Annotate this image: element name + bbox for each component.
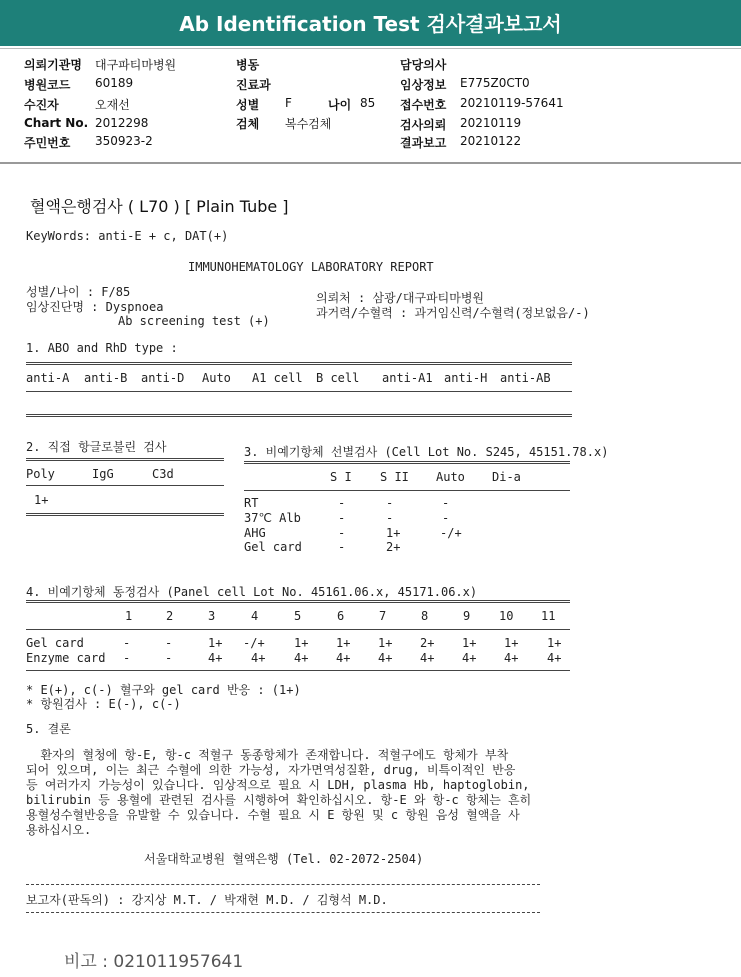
s4-col: 3 bbox=[208, 609, 216, 623]
s4-gel-cell: - bbox=[123, 636, 131, 650]
s4-gel-cell: 1+ bbox=[547, 636, 562, 650]
s3-col: Di-a bbox=[492, 470, 521, 484]
s4-enzyme-label: Enzyme card bbox=[26, 651, 106, 665]
s3-row-label: 37℃ Alb bbox=[244, 511, 301, 525]
sex-label: 성별 bbox=[236, 98, 260, 112]
s4-enzyme-cell: 4+ bbox=[547, 651, 562, 665]
s4-enzyme-cell: 4+ bbox=[504, 651, 519, 665]
doctor-label: 담당의사 bbox=[400, 58, 447, 72]
test-request-value: 20210119 bbox=[460, 116, 522, 130]
s3-cell: - bbox=[338, 526, 346, 540]
s4-enzyme-cell: 4+ bbox=[294, 651, 309, 665]
referral-org-label: 의뢰기관명 bbox=[24, 58, 82, 72]
s3-cell: - bbox=[386, 511, 394, 525]
s4-col: 8 bbox=[421, 609, 429, 623]
s1-col: anti-B bbox=[84, 371, 128, 385]
section1-bottom-rule bbox=[26, 414, 572, 417]
s4-enzyme-cell: 4+ bbox=[378, 651, 393, 665]
s1-col: A1 cell bbox=[252, 371, 303, 385]
s4-gel-cell: -/+ bbox=[243, 636, 265, 650]
section2-mid-rule bbox=[26, 485, 224, 486]
s2-col-c3d: C3d bbox=[152, 467, 174, 481]
s4-gel-label: Gel card bbox=[26, 636, 84, 650]
receipt-no-label: 접수번호 bbox=[400, 98, 447, 112]
section4-top-rule bbox=[26, 600, 570, 603]
conclusion-line: 등 여러가지 가능성이 있습니다. 임상적으로 필요 시 LDH, plasma Hb, haptoglobin, bbox=[26, 778, 530, 792]
s1-col: anti-AB bbox=[500, 371, 551, 385]
sex-age-line: 성별/나이 : F/85 bbox=[26, 285, 131, 299]
s4-gel-cell: 1+ bbox=[208, 636, 223, 650]
s4-col: 10 bbox=[499, 609, 514, 623]
s3-cell: 1+ bbox=[386, 526, 401, 540]
section2-bottom-rule bbox=[26, 513, 224, 516]
conclusion-line: 용혈성수혈반응을 유발할 수 있습니다. 수혈 필요 시 E 항원 및 c 항원 음성 혈액을 사 bbox=[26, 808, 520, 822]
s3-cell: - bbox=[338, 511, 346, 525]
history-line: 과거력/수혈력 : 과거임신력/수혈력(정보없음/-) bbox=[316, 306, 590, 320]
receipt-no-value: 20210119-57641 bbox=[460, 96, 564, 110]
s4-enzyme-cell: 4+ bbox=[420, 651, 435, 665]
s4-gel-cell: 1+ bbox=[294, 636, 309, 650]
s4-col: 9 bbox=[463, 609, 471, 623]
specimen-label: 검체 bbox=[236, 117, 260, 131]
section4-title: 4. 비예기항체 동정검사 (Panel cell Lot No. 45161.06.x, 45171.06.x) bbox=[26, 585, 478, 599]
note-1: * E(+), c(-) 혈구와 gel card 반응 : (1+) bbox=[26, 683, 301, 697]
report-header-title: Ab Identification Test 검사결과보고서 bbox=[0, 0, 741, 46]
patient-name-label: 수진자 bbox=[24, 98, 59, 112]
s3-row-label: Gel card bbox=[244, 540, 302, 554]
s3-col: S I bbox=[330, 470, 352, 484]
s3-cell: - bbox=[338, 496, 346, 510]
lab-title: IMMUNOHEMATOLOGY LABORATORY REPORT bbox=[188, 260, 434, 274]
patient-name-value: 오재선 bbox=[95, 98, 130, 112]
sex-value: F bbox=[285, 96, 292, 110]
keywords: KeyWords: anti-E + c, DAT(+) bbox=[26, 229, 229, 243]
conclusion-line: 환자의 혈청에 항-E, 항-c 적혈구 동종항체가 존재합니다. 적혈구에도 항체가 부착 bbox=[26, 748, 509, 762]
age-label: 나이 bbox=[328, 98, 352, 112]
s4-gel-cell: - bbox=[165, 636, 173, 650]
section2-top-rule bbox=[26, 458, 224, 461]
specimen-value: 복수검체 bbox=[285, 117, 332, 131]
s4-gel-cell: 1+ bbox=[504, 636, 519, 650]
test-request-label: 검사의뢰 bbox=[400, 118, 447, 132]
s4-gel-cell: 1+ bbox=[462, 636, 477, 650]
note-2: * 항원검사 : E(-), c(-) bbox=[26, 697, 181, 711]
diagnosis-line-2: Ab screening test (+) bbox=[118, 314, 270, 328]
s4-enzyme-cell: 4+ bbox=[251, 651, 266, 665]
s2-value-poly: 1+ bbox=[34, 493, 49, 507]
remark: 비고 : 021011957641 bbox=[64, 952, 244, 972]
report-heading: 혈액은행검사 ( L70 ) [ Plain Tube ] bbox=[30, 197, 289, 216]
s4-col: 2 bbox=[166, 609, 174, 623]
conclusion-line: bilirubin 등 용혈에 관련된 검사를 시행하여 확인하십시오. 항-E 와 항-c 항체는 흔히 bbox=[26, 793, 532, 807]
section2-title: 2. 직접 항글로불린 검사 bbox=[26, 440, 167, 454]
s3-col: S II bbox=[380, 470, 409, 484]
clinical-info-value: E775Z0CT0 bbox=[460, 76, 530, 90]
s4-enzyme-cell: 4+ bbox=[208, 651, 223, 665]
s3-cell: - bbox=[442, 511, 450, 525]
section4-bottom-rule bbox=[26, 670, 570, 671]
s4-enzyme-cell: - bbox=[165, 651, 173, 665]
s1-col: anti-D bbox=[141, 371, 185, 385]
s4-gel-cell: 1+ bbox=[378, 636, 393, 650]
s1-col: B cell bbox=[316, 371, 360, 385]
s2-col-poly: Poly bbox=[26, 467, 55, 481]
s3-row-label: RT bbox=[244, 496, 259, 510]
section3-top-rule bbox=[244, 461, 570, 464]
section1-top-rule bbox=[26, 362, 572, 365]
s4-col: 5 bbox=[294, 609, 302, 623]
s4-col: 11 bbox=[541, 609, 556, 623]
result-report-value: 20210122 bbox=[460, 134, 522, 148]
reporter-top-rule bbox=[26, 884, 540, 885]
hospital-contact: 서울대학교병원 혈액은행 (Tel. 02-2072-2504) bbox=[144, 852, 424, 866]
clinical-info-label: 임상정보 bbox=[400, 78, 447, 92]
s1-col: anti-A bbox=[26, 371, 70, 385]
s4-gel-cell: 2+ bbox=[420, 636, 435, 650]
s3-cell: -/+ bbox=[440, 526, 462, 540]
section1-mid-rule bbox=[26, 391, 572, 392]
s1-col: anti-H bbox=[444, 371, 488, 385]
s3-cell: - bbox=[338, 540, 346, 554]
s4-enzyme-cell: 4+ bbox=[462, 651, 477, 665]
s4-enzyme-cell: - bbox=[123, 651, 131, 665]
section3-mid-rule bbox=[244, 490, 570, 491]
referral-org-value: 대구파티마병원 bbox=[95, 58, 177, 72]
s3-cell: - bbox=[442, 496, 450, 510]
s3-cell: 2+ bbox=[386, 540, 401, 554]
header-divider bbox=[0, 48, 741, 49]
hospital-code-value: 60189 bbox=[95, 76, 134, 90]
reporter-bottom-rule bbox=[26, 912, 540, 913]
result-report-label: 결과보고 bbox=[400, 136, 447, 150]
resident-no-value: 350923-2 bbox=[95, 134, 153, 148]
age-value: 85 bbox=[360, 96, 376, 110]
s3-cell: - bbox=[386, 496, 394, 510]
chart-no-label: Chart No. bbox=[24, 116, 89, 130]
s1-col: anti-A1 bbox=[382, 371, 433, 385]
section1-title: 1. ABO and RhD type : bbox=[26, 341, 178, 355]
section4-mid-rule bbox=[26, 629, 570, 630]
ward-label: 병동 bbox=[236, 58, 260, 72]
s4-col: 1 bbox=[125, 609, 133, 623]
department-label: 진료과 bbox=[236, 78, 271, 92]
resident-no-label: 주민번호 bbox=[24, 136, 71, 150]
section3-title: 3. 비예기항체 선별검사 (Cell Lot No. S245, 45151.78.x) bbox=[244, 445, 609, 459]
s4-col: 4 bbox=[251, 609, 259, 623]
conclusion-line: 용하십시오. bbox=[26, 823, 92, 837]
s3-row-label: AHG bbox=[244, 526, 266, 540]
s2-col-igg: IgG bbox=[92, 467, 114, 481]
s4-col: 6 bbox=[337, 609, 345, 623]
section5-title: 5. 결론 bbox=[26, 722, 71, 736]
s4-gel-cell: 1+ bbox=[336, 636, 351, 650]
hospital-code-label: 병원코드 bbox=[24, 78, 71, 92]
s4-col: 7 bbox=[379, 609, 387, 623]
chart-no-value: 2012298 bbox=[95, 116, 149, 130]
reporter-line: 보고자(판독의) : 강지상 M.T. / 박재현 M.D. / 김형석 M.D. bbox=[26, 893, 388, 907]
s1-col: Auto bbox=[202, 371, 231, 385]
s3-col: Auto bbox=[436, 470, 465, 484]
s4-enzyme-cell: 4+ bbox=[336, 651, 351, 665]
diagnosis-line: 임상진단명 : Dyspnoea bbox=[26, 300, 164, 314]
info-divider bbox=[0, 162, 741, 164]
conclusion-line: 되어 있으며, 이는 최근 수혈에 의한 가능성, 자가면역성질환, drug, 비특이적인 반응 bbox=[26, 763, 516, 777]
referrer-line: 의뢰처 : 삼광/대구파티마병원 bbox=[316, 291, 485, 305]
